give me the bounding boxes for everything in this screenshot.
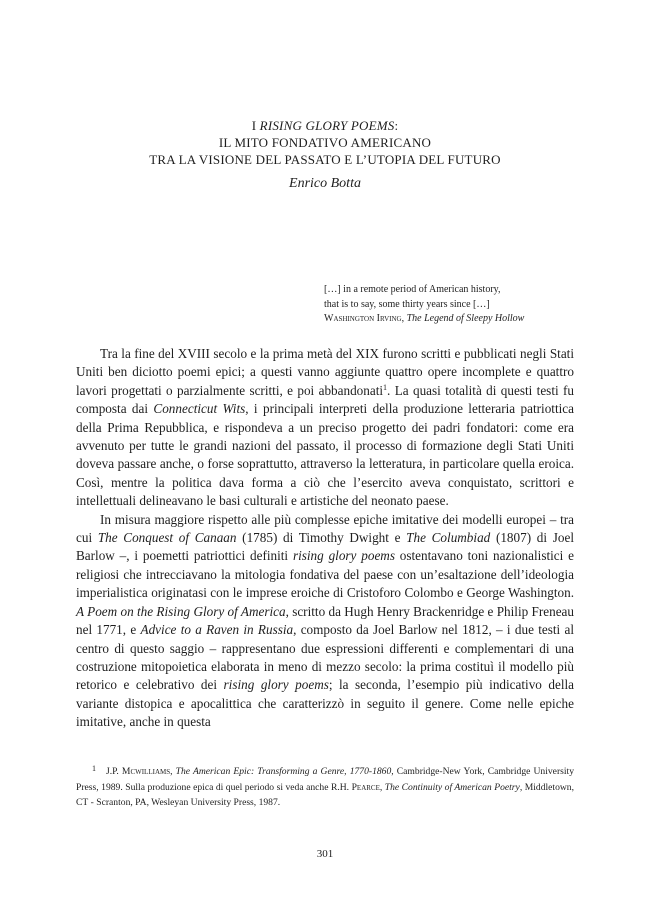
text-run: , Cambridge-New York, Cambridge University Press, 1989. Sulla produzione epica di quel periodo si veda anche R.H. — [76, 766, 574, 793]
italic-run: rising glory poems — [292, 548, 395, 564]
epigraph — [324, 283, 564, 327]
text-run: (1807) di Joel Barlow –, i poemetti patriottici definiti — [76, 530, 574, 564]
italic-run: The Continuity of American Poetry — [384, 781, 520, 793]
text-run: ostentavano toni nazionalistici e religiosi che intrecciavano la mitologia fondativa del paese con un’esaltazione dell’ideologia imperialistica originatasi con le imprese eroiche di Cristoforo Colombo e George Washington. — [76, 548, 574, 601]
title-line-1 — [60, 118, 590, 135]
italic-run: The Conquest of Canaan — [97, 530, 237, 546]
text-run: , Middletown, — [519, 781, 575, 793]
italic-run: The American Epic: Transforming a Genre, 1770-1860 — [175, 766, 392, 777]
epigraph-work: The Legend of Sleepy Hollow — [406, 313, 525, 324]
text-run: , composto da Joel Barlow nel 1812, – i due testi al centro di questo saggio – rappresentano due espressioni differenti e complementari di una costruzione mitopoietica elaborata in meno di mezzo secolo: la prima costituì il modello più retorico e celebrativo dei — [76, 622, 575, 693]
title-line-3: TRA LA VISIONE DEL PASSATO E L’UTOPIA DEL FUTURO — [149, 151, 501, 167]
footnote-author-2: Pearce — [351, 781, 380, 793]
text-run: Tra la fine del XVIII secolo e la prima metà del XIX furono scritti e pubblicati negli Stati Uniti ben diciotto poemi epici; a questi vanno aggiunte quattro opere incomplete e quattro lavori progettati o parzialmente scritti, e poi abbandonati — [76, 346, 574, 398]
title-italic: RISING GLORY POEMS — [259, 118, 395, 133]
title-colon: : — [394, 118, 399, 133]
body-text — [76, 345, 574, 732]
text-run: . La quasi totalità di questi testi fu composta dai — [76, 382, 574, 417]
paragraph-1 — [76, 345, 574, 511]
epigraph-line-2: that is to say, some thirty years since […] — [324, 298, 490, 310]
text-run: , i principali interpreti della produzione letteraria patriottica della Prima Repubblica, e rispondeva a un preciso progetto dei padri fondatori: come era avvenuto per tutte le grandi nazioni del passato, il processo di formazione degli Stati Uniti doveva passare anche, o forse soprattutto, attraverso la letteratura, in particolare quella eroica. Così, mentre la politica dava forma a ciò che l’esercito aveva conquistato, scrittori e intellettuali delineavano le basi culturali e artistiche del neonato paese. — [76, 401, 574, 509]
article-title — [60, 118, 590, 168]
title-line-2: IL MITO FONDATIVO AMERICANO — [218, 134, 432, 150]
paragraph-2 — [76, 511, 574, 732]
italic-run: A Poem on the Rising Glory of America — [76, 603, 286, 619]
state-abbr: CT — [76, 797, 89, 808]
title-prefix: I — [251, 118, 260, 133]
text-run: , — [170, 766, 176, 777]
footnote-1: 1 J.P. Mcwilliams, The American Epic: Transforming a Genre, 1770-1860, Cambridge-New York, Cambridge University Press, 1989. Sulla produzione epica di quel periodo si veda anche R.H. Pearce, The Continuity of American Poetry, Middletown, CT - Scranton, PA, Wesleyan University Press, 1987. — [76, 764, 575, 808]
italic-run: Advice to a Raven in Russia — [140, 622, 294, 638]
footnote-author: J.P. Mcwilliams — [106, 766, 171, 777]
page-number: 301 — [316, 848, 334, 860]
text-run: (1785) di Timothy Dwight e — [236, 530, 407, 546]
text-run: ; la seconda, l’esempio più indicativo della variante distopica e apocalittica che caratterizzò in seguito il genere. Come nelle epiche imitative, anche in questa — [76, 677, 575, 730]
epigraph-attribution — [324, 312, 564, 327]
italic-run: The Columbiad — [406, 530, 491, 546]
epigraph-author: Washington Irving — [324, 313, 402, 324]
epigraph-separator: , — [401, 313, 407, 324]
text-run: , — [379, 781, 385, 793]
author-name: Enrico Botta — [289, 176, 361, 191]
state-abbr: PA — [135, 797, 147, 808]
italic-run: Connecticut Wits — [153, 401, 246, 417]
text-run: , scritto da Hugh Henry Brackenridge e Philip Freneau nel 1771, e — [76, 603, 574, 638]
epigraph-line-1: […] in a remote period of American history, — [324, 284, 501, 295]
text-run: - Scranton, — [88, 797, 136, 808]
footnote-ref[interactable]: 1 — [383, 382, 388, 392]
text-run: In misura maggiore rispetto alle più complesse epiche imitative dei modelli europei – tra cui — [76, 511, 574, 546]
text-run: , Wesleyan University Press, 1987. — [146, 797, 281, 808]
italic-run: rising glory poems — [223, 677, 329, 693]
